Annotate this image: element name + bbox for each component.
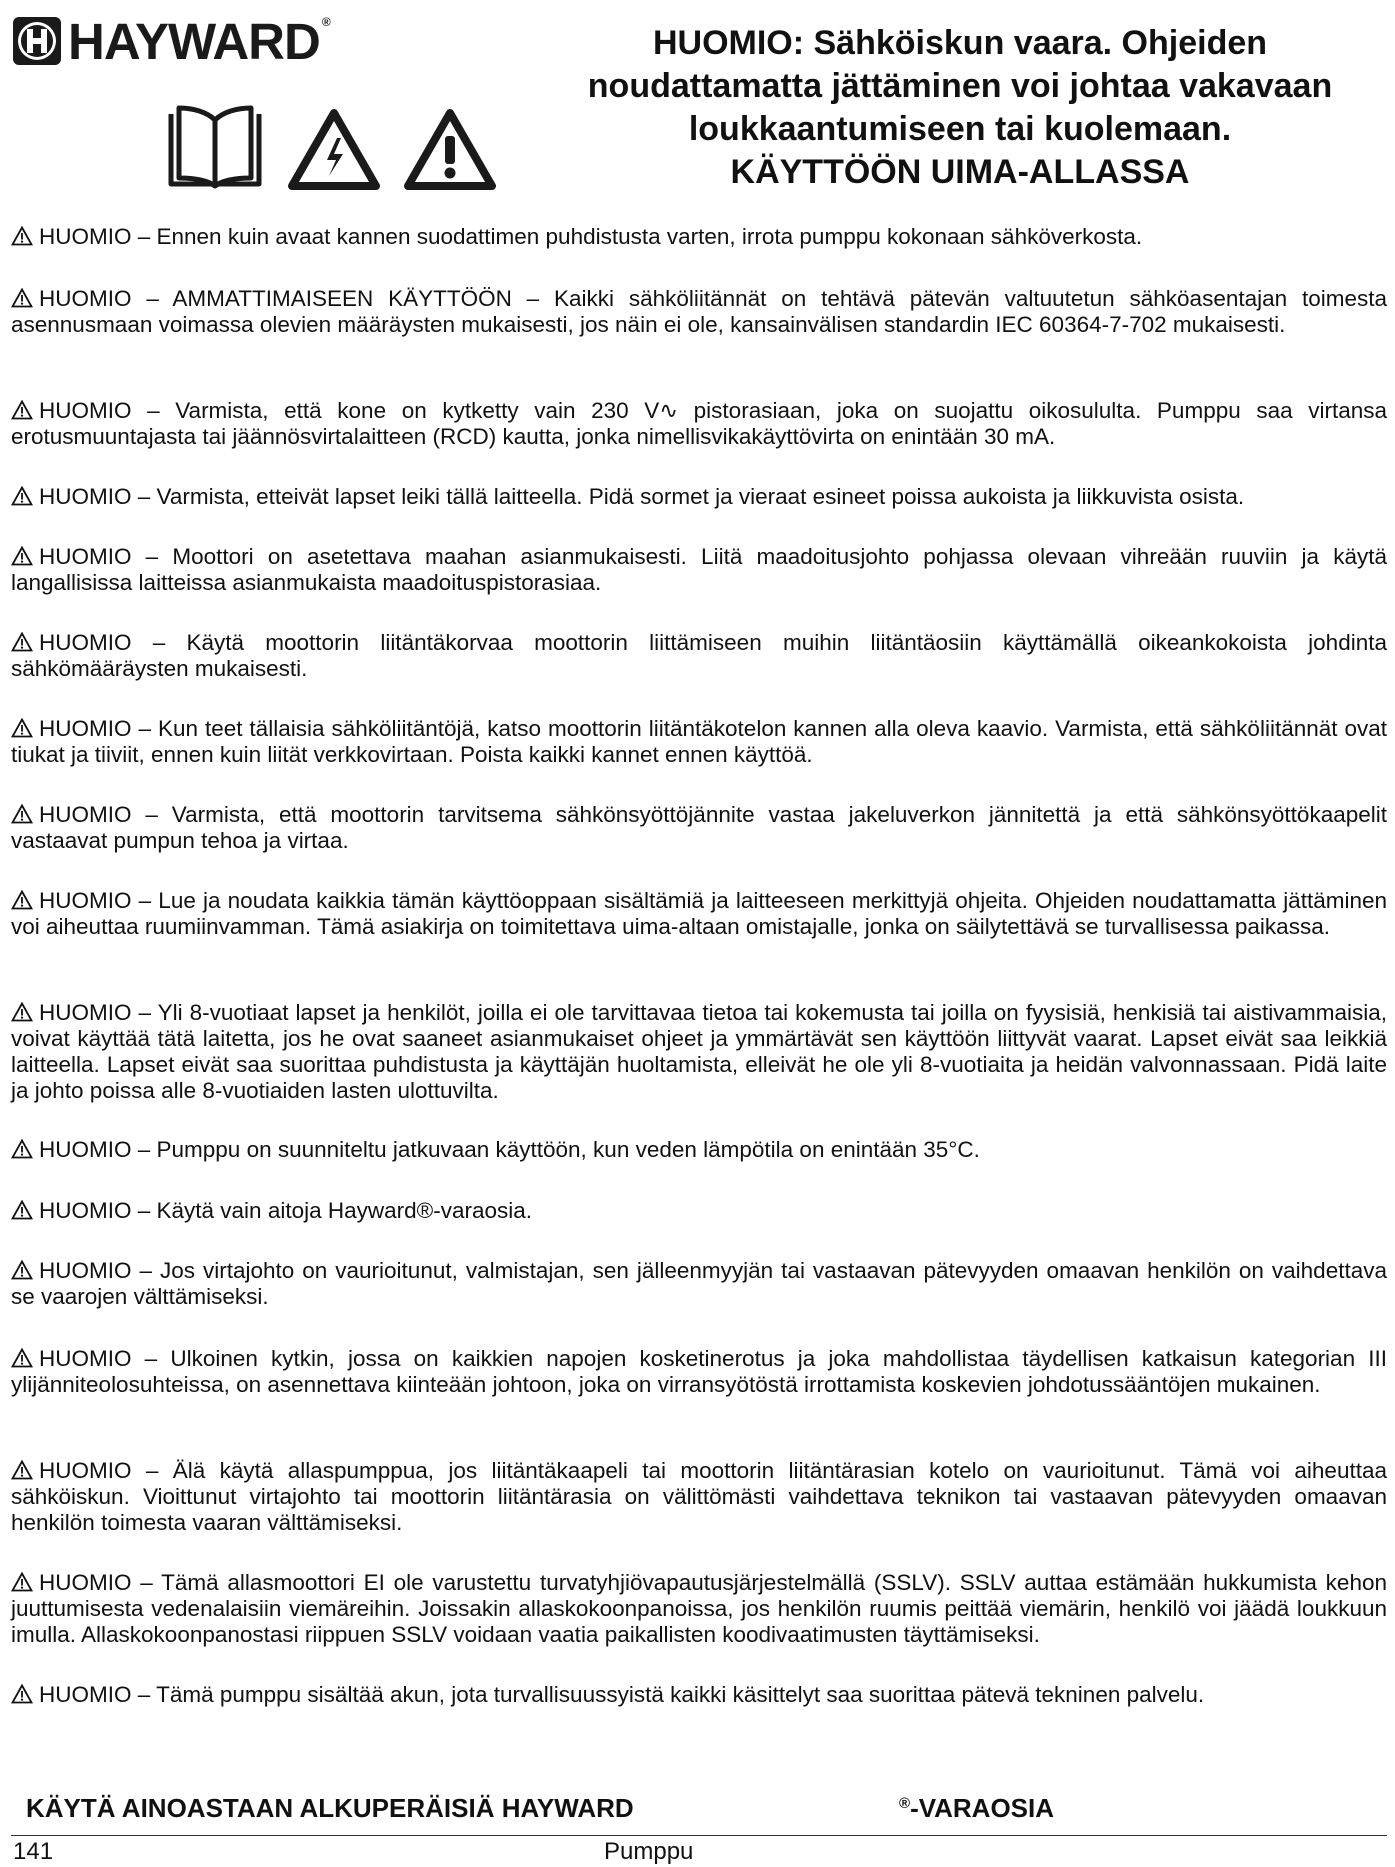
electric-shock-warning-icon [287,108,381,192]
warning-item: HUOMIO – Tämä allasmoottori EI ole varustettu turvatyhjiövapautusjärjestelmällä (SSLV). SSLV auttaa estämään hukkumista kehon juuttumisesta vedenalaisiin viemäreihin. Joissakin allaskokoonpanoissa, jos henkilön ruumis peittää viemärin, henkilö voi jäädä loukkuun imulla. Allaskokoonpanostasi riippuen SSLV voidaan vaatia paikallisten koodivaatimusten täyttämiseksi. [11,1570,1387,1647]
warning-triangle-icon [11,400,33,420]
hayward-logo [12,12,330,70]
header-title-line: noudattamatta jättäminen voi johtaa vakavaan [587,67,1333,105]
genuine-parts-banner: KÄYTÄ AINOASTAAN ALKUPERÄISIÄ HAYWARD [26,1793,634,1823]
warning-item: HUOMIO – Kun teet tällaisia sähköliitäntöjä, katso moottorin liitäntäkotelon kannen alla oleva kaavio. Varmista, että sähköliitännät ovat tiukat ja tiiviit, ennen kuin liität verkkovirtaan. Poista kaikki kannet ennen käyttöä. [11,716,1387,767]
warning-triangle-icon [11,1260,33,1280]
warning-item: HUOMIO – Yli 8-vuotiaat lapset ja henkilöt, joilla ei ole tarvittavaa tietoa tai kokemusta tai joilla on fyysisiä, henkisiä tai aistivammaisia, voivat käyttää tätä laitetta, jos he ovat saaneet asianmukaiset ohjeet ja ymmärtävät sen käyttöön liittyvät vaarat. Lapset eivät saa leikkiä laitteella. Lapset eivät saa suorittaa puhdistusta ja käyttäjän huoltamista, elleivät he ole yli 8-vuotiaita ja heidän valvonnassaan. Pidä laite ja johto poissa alle 8-vuotiaiden lasten ulottuvilta. [11,1000,1387,1103]
warning-triangle-icon [11,546,33,566]
warning-item: HUOMIO – Käytä vain aitoja Hayward®-varaosia. [11,1198,1387,1224]
warning-triangle-icon [11,1139,33,1159]
footer-divider [11,1835,1387,1836]
brand-name: HAYWARD ® [68,12,330,70]
warning-item: HUOMIO – Ulkoinen kytkin, jossa on kaikkien napojen kosketinerotus ja joka mahdollistaa täydellisen katkaisun kategorian III ylijänniteolosuhteissa, on asennettava kiinteään johtoon, joka on virransyötöstä irrottamista koskevien johdotussääntöjen mukainen. [11,1346,1387,1397]
warning-item: HUOMIO – Tämä pumppu sisältää akun, jota turvallisuussyistä kaikki käsittelyt saa suorittaa pätevä tekninen palvelu. [11,1682,1387,1708]
hayward-logo-mark-icon [12,16,62,66]
header-title-line: HUOMIO: Sähköiskun vaara. Ohjeiden [652,24,1268,62]
warning-item: HUOMIO – Jos virtajohto on vaurioitunut, valmistajan, sen jälleenmyyjän tai vastaavan pätevyyden omaavan henkilön on vaihdettava se vaarojen välttämiseksi. [11,1258,1387,1309]
header-icons [165,104,497,192]
warning-item: HUOMIO – Älä käytä allaspumppua, jos liitäntäkaapeli tai moottorin liitäntärasian kotelo on vaurioitunut. Tämä voi aiheuttaa sähköiskun. Vioittunut virtajohto tai moottorin liitäntärasia on välittömästi vaihdettava teknikon tai vastaavan pätevyyden omaavan henkilön toimesta vaaran välttämiseksi. [11,1458,1387,1535]
warning-triangle-icon [11,1200,33,1220]
warning-triangle-icon [11,486,33,506]
warning-triangle-icon [11,226,33,246]
warning-item: HUOMIO – Moottori on asetettava maahan asianmukaisesti. Liitä maadoitusjohto pohjassa olevaan vihreään ruuviin ja käytä langallisissa laitteissa asianmukaista maadoituspistorasiaa. [11,544,1387,595]
warning-item: HUOMIO – Lue ja noudata kaikkia tämän käyttöoppaan sisältämiä ja laitteeseen merkittyjä ohjeita. Ohjeiden noudattamatta jättäminen voi aiheuttaa ruumiinvamman. Tämä asiakirja on toimitettava uima-altaan omistajalle, jonka on säilytettävä se turvallisessa paikassa. [11,888,1387,939]
header-title-line: KÄYTTÖÖN UIMA-ALLASSA [730,153,1190,191]
warning-triangle-icon [11,1348,33,1368]
warning-item: HUOMIO – Käytä moottorin liitäntäkorvaa moottorin liittämiseen muihin liitäntäosiin käyttämällä oikeankokoista johdinta sähkömääräysten mukaisesti. [11,630,1387,681]
warning-triangle-icon [11,890,33,910]
footer-document-title: Pumppu [604,1838,694,1865]
warning-triangle-icon [11,718,33,738]
header-title-line: loukkaantumiseen tai kuolemaan. [688,110,1232,148]
warning-triangle-icon [11,1684,33,1704]
warning-triangle-icon [11,632,33,652]
warning-item: HUOMIO – Varmista, että kone on kytketty vain 230 V∿ pistorasiaan, joka on suojattu oikosululta. Pumppu saa virtansa erotusmuuntajasta tai jäännösvirtalaitteen (RCD) kautta, jonka nimellisvikakäyttövirta on enintään 30 mA. [11,398,1387,449]
warning-triangle-icon [11,288,33,308]
safety-header-title [560,22,1360,194]
general-warning-icon [403,108,497,192]
warning-item: HUOMIO – Varmista, että moottorin tarvitsema sähkönsyöttöjännite vastaa jakeluverkon jännitettä ja että sähkönsyöttökaapelit vastaavat pumpun tehoa ja virtaa. [11,802,1387,853]
manual-book-icon [165,104,265,192]
warning-triangle-icon [11,1002,33,1022]
warning-triangle-icon [11,804,33,824]
warning-triangle-icon [11,1572,33,1592]
warning-item: HUOMIO – Ennen kuin avaat kannen suodattimen puhdistusta varten, irrota pumppu kokonaan sähköverkosta. [11,224,1387,250]
warning-triangle-icon [11,1460,33,1480]
warning-item: HUOMIO – AMMATTIMAISEEN KÄYTTÖÖN – Kaikki sähköliitännät on tehtävä pätevän valtuutetun sähköasentajan toimesta asennusmaan voimassa olevien määräysten mukaisesti, jos näin ei ole, kansainvälisen standardin IEC 60364-7-702 mukaisesti. [11,286,1387,337]
page-number: 141 [13,1838,54,1865]
warning-item: HUOMIO – Pumppu on suunniteltu jatkuvaan käyttöön, kun veden lämpötila on enintään 35°C. [11,1137,1387,1163]
warning-item: HUOMIO – Varmista, etteivät lapset leiki tällä laitteella. Pidä sormet ja vieraat esineet poissa aukoista ja liikkuvista osista. [11,484,1387,510]
genuine-parts-banner-suffix: ®-VARAOSIA [899,1793,1055,1823]
